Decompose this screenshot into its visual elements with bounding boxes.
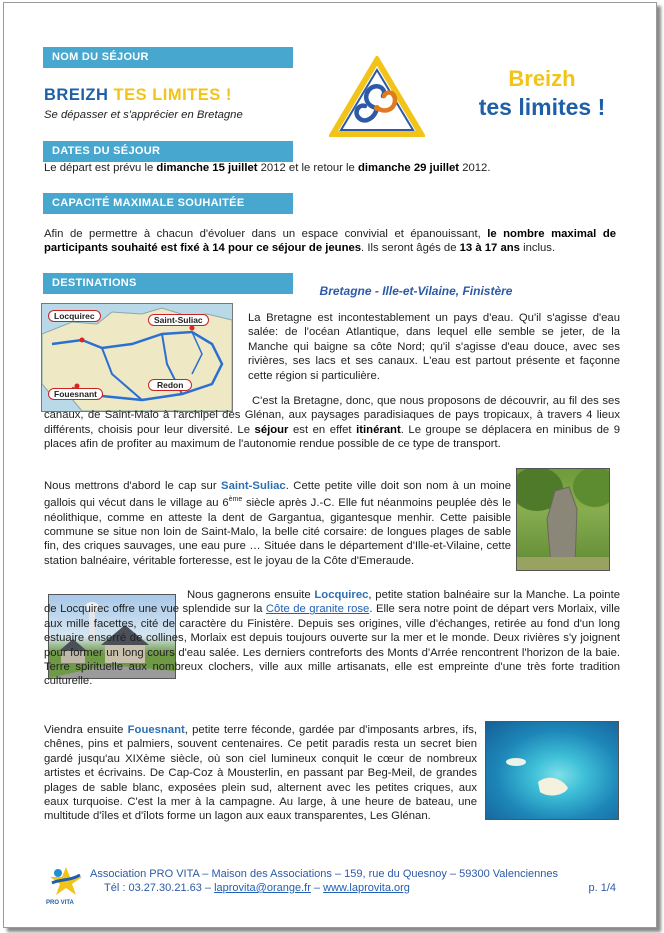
- section-header-destinations: DESTINATIONS: [43, 273, 293, 294]
- lagoon-photo: [485, 721, 619, 820]
- paragraph-water: La Bretagne est incontestablement un pays d'eau. Qu'il s'agisse d'eau salée: de l'océan Atlantique, dans lequel elle semble se jeter, de la Manche qui baigne sa côte Nord; qu'il s'agisse d'eau douce, avec ses rivières, ses lacs et ses canaux. L'eau est partout présente et façonne cette région si particulière.: [248, 312, 620, 382]
- capacity-text-1: Afin de permettre à chacun d'évoluer dans un espace convivial et épanouissant,: [44, 228, 488, 240]
- logo-line-1: Breizh: [508, 66, 576, 91]
- footer-separator: –: [310, 882, 324, 894]
- document-page: [3, 2, 657, 928]
- paragraph-fouesnant: [44, 723, 477, 824]
- p4-text-2: , petite station balnéaire sur la Manche. La pointe de Locquirec offre une vue splendide sur la: [44, 589, 620, 616]
- paragraph-saint-suliac: [44, 479, 511, 568]
- footer-address: Association PRO VITA – Maison des Associations – 159, rue du Quesnoy – 59300 Valenciennes: [90, 868, 558, 880]
- place-locquirec: Locquirec: [314, 589, 369, 601]
- p4-text-1: Nous gagnerons ensuite: [187, 589, 315, 601]
- dates-text: [44, 161, 624, 175]
- section-header-nom: NOM DU SÉJOUR: [43, 47, 293, 68]
- place-saint-suliac: Saint-Suliac: [221, 480, 286, 492]
- footer-email-link[interactable]: laprovita@orange.fr: [214, 882, 311, 894]
- footer-web-link[interactable]: www.laprovita.org: [323, 882, 410, 894]
- p2-text-3: . Le groupe se déplacera en minibus de 9 places afin de profiter au maximum de l'autonomie rendue possible de ce type de transport.: [44, 423, 621, 451]
- logo-wordmark: [452, 65, 632, 121]
- p2-text-1: C'est la Bretagne, donc, que nous proposons de découvrir, au fil des ses canaux, de Saint-Malo à l'archipel des Glénan, aux paysages paradisiaques de pays tropicaux, à travers 4 lieux différents, choisis pour leur diversité. Le: [44, 395, 620, 436]
- link-cote-granite-rose[interactable]: Côte de granite rose: [265, 603, 370, 616]
- footer: [90, 867, 620, 895]
- dates-text-2: 2012 et le retour le: [257, 162, 358, 174]
- menhir-photo: [516, 468, 610, 571]
- paragraph-itinerary: [44, 394, 620, 452]
- section-header-capacite: CAPACITÉ MAXIMALE SOUHAITÉE: [43, 193, 293, 214]
- logo-line-2: tes limites !: [478, 94, 606, 120]
- p2-itinerant: itinérant: [356, 423, 401, 436]
- capacity-text-2: . Ils seront âgés de: [361, 242, 460, 255]
- footer-phone: Tél : 03.27.30.21.63 –: [104, 882, 215, 894]
- return-date: dimanche 29 juillet: [357, 162, 460, 174]
- p5-text-2: , petite terre féconde, gardée par d'imposants arbres, ifs, chênes, pins et palmiers, souvent centenaires. Ce petit paradis resta un secret bien gardé jusqu'au XIXème siècle, où son ciel lumineux conquit le cœur de nombreux artistes et écrivains. De Cap-Coz à Mousterlin, en passant par Beg-Meil, de grandes plages de sable blanc, exposées plein sud, alternent avec les petites criques, aux eaux turquoise. C'est la mer à la campagne. Au large, à une heure de bateau, une multitude d'îles et d'îlots forme un lagon aux eaux transparentes, Les Glénan.: [44, 724, 477, 823]
- dates-text-1: Le départ est prévu le: [44, 162, 157, 174]
- p5-text-1: Viendra ensuite: [44, 724, 128, 736]
- p3-text-3: siècle après J.-C. Elle fut néanmoins peuplée dès le néolithique, comme en atteste la dent de Gargantua, gigantesque menhir. Cette paisible commune se situe non loin de Saint-Malo, la belle cité corsaire: de longues plages de sable fin, des criques sauvages, une eau pure … Située dans le département d'Ille-et-Vilaine, cette station balnéaire, véritable forteresse, est le joyau de la Côte d'Emeraude.: [44, 497, 511, 567]
- p3-superscript: ème: [228, 496, 243, 504]
- p2-text-2: est en effet: [288, 423, 357, 436]
- map-label-redon: Redon: [148, 379, 192, 391]
- page-number: p. 1/4: [588, 882, 616, 894]
- place-fouesnant: Fouesnant: [127, 724, 185, 736]
- p4-text-3: . Elle sera notre point de départ vers Morlaix, ville aux mille facettes, cité de caractère du Finistère. Depuis ses origines, ville d'échanges, retirée au fond d'un long estuaire enserré de collines, Morlaix est depuis toujours ouverte sur la mer et le monde. Deux rivières s'y joignent pour former un long cours d'eau salée. Les derniers contreforts des Monts d'Arrée rencontrent l'horizon de la baie. Terre spirituelle aux nombreux clochers, ville aux mille artisanats, elle est empreinte d'une très forte tradition culturelle.: [44, 603, 620, 688]
- age-range: 13 à 17 ans: [459, 242, 520, 255]
- pro-vita-logo: [46, 865, 86, 905]
- pro-vita-logo-text: PRO VITA: [46, 900, 74, 906]
- region-heading: Bretagne - Ille-et-Vilaine, Finistère: [319, 284, 513, 298]
- p3-text-1: Nous mettrons d'abord le cap sur: [44, 480, 222, 492]
- dates-text-3: 2012.: [459, 162, 491, 174]
- capacity-max: le nombre maximal de participants souhaité est fixé à 14 pour ce séjour de jeunes: [44, 228, 616, 255]
- map-label-saint-suliac: Saint-Suliac: [148, 314, 209, 326]
- stay-subtitle: Se dépasser et s'apprécier en Bretagne: [44, 109, 243, 121]
- stay-title-part1: BREIZH: [44, 86, 109, 104]
- stay-title-part2: TES LIMITES !: [113, 86, 232, 104]
- capacity-text-3: inclus.: [519, 242, 556, 255]
- p2-sejour: séjour: [254, 423, 289, 436]
- capacity-text: [44, 227, 616, 256]
- section-header-dates: DATES DU SÉJOUR: [43, 141, 293, 162]
- p3-text-2: . Cette petite ville doit son nom à un moine gallois qui vécut dans le village au 6: [44, 480, 511, 510]
- stay-title: [44, 86, 232, 105]
- map-label-fouesnant: Fouesnant: [48, 388, 103, 400]
- map-label-locquirec: Locquirec: [48, 310, 101, 322]
- departure-date: dimanche 15 juillet: [156, 162, 258, 174]
- footer-contact: [90, 881, 620, 895]
- triskel-logo: [329, 56, 425, 138]
- paragraph-locquirec: [44, 588, 620, 689]
